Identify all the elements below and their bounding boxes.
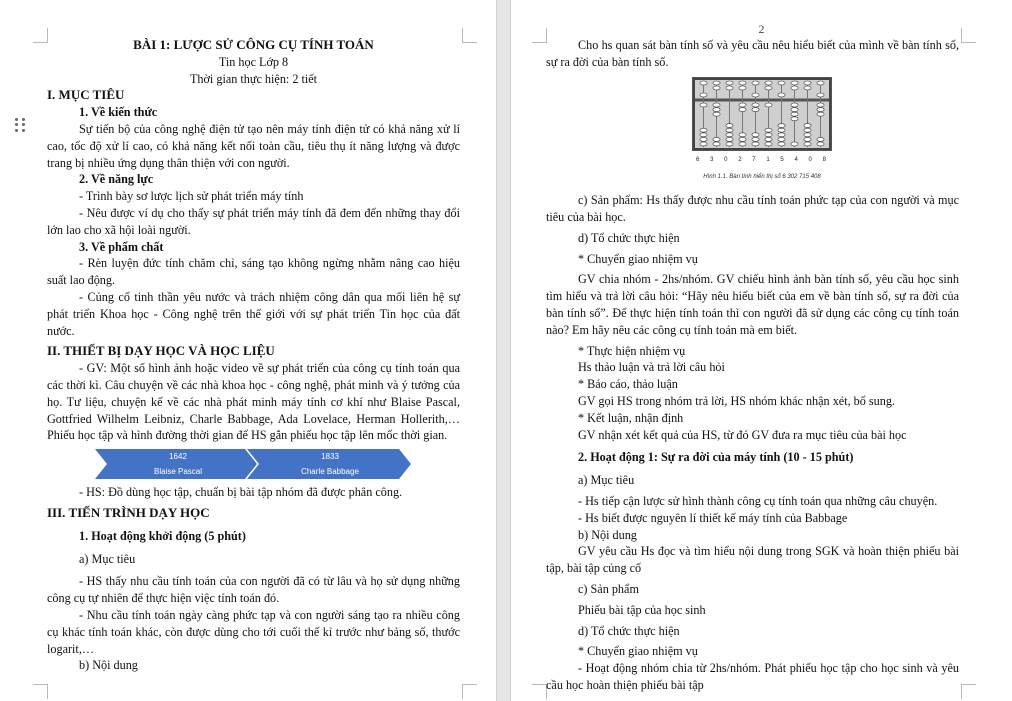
crop-mark (961, 684, 976, 699)
timeline-year: 1642 (169, 452, 187, 462)
abacus-bead (804, 81, 811, 85)
paragraph: * Chuyển giao nhiệm vụ (578, 251, 698, 266)
page-1-content[interactable] (47, 37, 460, 674)
abacus-bead (791, 103, 798, 107)
lesson-title: BÀI 1: LƯỢC SỬ CÔNG CỤ TÍNH TOÁN (133, 37, 374, 52)
abacus-bead (752, 137, 759, 141)
page-number: 2 (758, 22, 765, 36)
abacus-bead (765, 137, 772, 141)
paragraph: - Rèn luyện đức tính chăm chỉ, sáng tạo không ngừng nhằm nâng cao hiệu suất lao động. (47, 256, 460, 288)
paragraph: c) Sản phẩm: Hs thấy được nhu cầu tính toán phức tạp của con người và mục tiêu của bài học. (546, 193, 959, 224)
subsection-heading: 1. Hoạt động khởi động (5 phút) (79, 528, 246, 543)
abacus-bead (817, 93, 824, 97)
abacus-bead (778, 132, 785, 136)
page-1 (0, 0, 496, 701)
paragraph: GV nhận xét kết quả của HS, từ đó GV đưa ra mục tiêu của bài học (578, 427, 907, 442)
paragraph: - GV: Một số hình ảnh hoặc video về sự phát triển của công cụ tính toán qua các thời kì. Câu chuyện về các nhà khoa học - công nghệ, phát minh và ý tưởng của họ. Tư liệu, chuyện kể về các nhà phát minh máy tính cơ khí như Blaise Pascal, Gottfried Wilhelm Leibniz, Charle Babbage, Ada Lovelace, Herman Hollerith,… Phiếu học tập và hình đường thời gian để HS gắn phiếu học tập lên mốc thời gian. (47, 361, 460, 443)
section-heading: I. MỤC TIÊU (47, 87, 125, 103)
abacus-bead (791, 112, 798, 116)
abacus-bead (726, 132, 733, 136)
abacus-bead (778, 128, 785, 132)
abacus-bead (778, 123, 785, 127)
abacus-bead (791, 107, 798, 111)
abacus-bead (765, 103, 772, 107)
abacus-bead (700, 93, 707, 97)
crop-mark (33, 28, 48, 43)
abacus-bead (765, 132, 772, 136)
abacus-bead (726, 123, 733, 127)
abacus-bead (791, 86, 798, 90)
paragraph: - Hoạt động nhóm chia từ 2hs/nhóm. Phát phiếu học tập cho học sinh và yêu cầu học hoàn thiện phiếu bài tập (546, 661, 959, 692)
crop-mark (462, 28, 477, 43)
abacus-digit: 6 (696, 156, 700, 163)
abacus-bead (791, 116, 798, 120)
lesson-duration: Thời gian thực hiện: 2 tiết (189, 71, 318, 86)
paragraph: * Thực hiện nhiệm vụ (578, 343, 686, 358)
abacus-digit: 0 (808, 156, 812, 163)
abacus-digit: 3 (710, 156, 714, 163)
paragraph: c) Sản phẩm (578, 581, 639, 596)
crop-mark (532, 684, 547, 699)
abacus-bead (713, 86, 720, 90)
abacus-figure (692, 77, 832, 187)
paragraph: b) Nội dung (79, 658, 138, 673)
abacus-bead (817, 112, 824, 116)
abacus-bead (752, 81, 759, 85)
abacus-bead (713, 112, 720, 116)
subsection-heading: 2. Hoạt động 1: Sự ra đời của máy tính (10 - 15 phút) (578, 450, 854, 465)
abacus-bead (752, 103, 759, 107)
abacus-divider (695, 98, 829, 101)
abacus-bead (700, 132, 707, 136)
paragraph: - Hs tiếp cận lược sử hình thành công cụ tính toán qua những câu chuyện. (578, 493, 938, 508)
abacus-bead (700, 103, 707, 107)
abacus-drawing (693, 78, 831, 150)
abacus-bead (778, 81, 785, 85)
abacus-bead (713, 107, 720, 111)
timeline-name: Charle Babbage (301, 467, 359, 477)
abacus-digit: 8 (822, 156, 826, 163)
paragraph: GV chia nhóm - 2hs/nhóm. GV chiếu hình ảnh bàn tính số, yêu cầu học sinh tìm hiểu và trả lời câu hỏi: “Hãy nêu hiểu biết của em về bàn tính số, sự ra đời của bàn tính số”. Để thực hiện tính toán thì con người đã sử dụng các công cụ tính toán nào? Em hãy nêu các công cụ tính toán mà em biết. (546, 272, 959, 337)
abacus-digit: 7 (752, 156, 756, 163)
paragraph: - Nêu được ví dụ cho thấy sự phát triển máy tính đã đem đến những thay đổi lớn lao cho xã hội loài người. (47, 205, 460, 237)
timeline-year: 1833 (321, 452, 339, 462)
paragraph: a) Mục tiêu (578, 473, 635, 488)
abacus-bead (739, 81, 746, 85)
page-2 (511, 0, 1012, 701)
abacus-bead (804, 86, 811, 90)
abacus-bead (713, 81, 720, 85)
paragraph: Cho hs quan sát bàn tính số và yêu cầu nêu hiểu biết của mình về bàn tính số, sự ra đời của bàn tính số. (546, 38, 959, 69)
abacus-digit: 4 (794, 156, 798, 163)
abacus-bead (791, 81, 798, 85)
abacus-bead (752, 142, 759, 146)
paragraph: - HS: Đồ dùng học tập, chuẩn bị bài tập nhóm đã được phân công. (79, 485, 403, 500)
abacus-bead (739, 86, 746, 90)
timeline-graphic (95, 449, 413, 479)
abacus-bead (778, 93, 785, 97)
paragraph: - Hs biết được nguyên lí thiết kế máy tính của Babbage (578, 510, 848, 525)
paragraph: d) Tổ chức thực hiện (578, 623, 680, 638)
abacus-bead (739, 137, 746, 141)
abacus-bead (765, 142, 772, 146)
abacus-bead (700, 142, 707, 146)
paragraph: GV gọi HS trong nhóm trả lời, HS nhóm khác nhận xét, bổ sung. (578, 393, 895, 408)
paragraph: a) Mục tiêu (79, 551, 136, 566)
abacus-bead (752, 93, 759, 97)
timeline-name: Blaise Pascal (153, 467, 203, 477)
abacus-bead (817, 81, 824, 85)
abacus-bead (791, 142, 798, 146)
paragraph: * Kết luận, nhận định (578, 410, 684, 425)
abacus-digits (696, 152, 826, 169)
paragraph: Phiếu bài tập của học sinh (578, 602, 706, 617)
abacus-bead (713, 103, 720, 107)
abacus-bead (817, 107, 824, 111)
abacus-bead (752, 107, 759, 111)
paragraph: Hs thảo luận và trả lời câu hỏi (578, 360, 725, 375)
abacus-bead (804, 137, 811, 141)
paragraph: - HS thấy nhu cầu tính toán của con người đã có từ lâu và họ sử dụng những công cụ tự nhiên để thực hiện việc tính toán đó. (47, 574, 460, 606)
paragraph: - Trình bày sơ lược lịch sử phát triển máy tính (79, 189, 304, 204)
drag-handle-icon[interactable] (15, 118, 25, 132)
abacus-bead (713, 142, 720, 146)
abacus-digit: 5 (780, 156, 784, 163)
abacus-bead (726, 81, 733, 85)
subsection-heading: 1. Về kiến thức (79, 105, 158, 120)
abacus-bead (804, 128, 811, 132)
abacus-bead (700, 81, 707, 85)
abacus-bead (817, 142, 824, 146)
abacus-image (692, 77, 832, 151)
crop-mark (462, 684, 477, 699)
abacus-bead (739, 103, 746, 107)
abacus-digit: 1 (766, 156, 770, 163)
paragraph: d) Tổ chức thực hiện (578, 230, 680, 245)
abacus-bead (804, 123, 811, 127)
abacus-bead (739, 107, 746, 111)
paragraph: b) Nội dung (578, 527, 637, 542)
abacus-bead (752, 132, 759, 136)
paragraph: * Báo cáo, thảo luận (578, 377, 678, 392)
crop-mark (33, 684, 48, 699)
abacus-bead (765, 86, 772, 90)
abacus-bead (778, 142, 785, 146)
abacus-bead (804, 132, 811, 136)
abacus-bead (700, 137, 707, 141)
section-heading: II. THIẾT BỊ DẠY HỌC VÀ HỌC LIỆU (47, 343, 275, 359)
abacus-bead (726, 128, 733, 132)
timeline-item (103, 449, 253, 479)
abacus-digit: 2 (738, 156, 742, 163)
subsection-heading: 3. Về phẩm chất (79, 239, 164, 254)
lesson-subtitle: Tin học Lớp 8 (218, 54, 289, 69)
paragraph: - Nhu cầu tính toán ngày càng phức tạp và con người sáng tạo ra nhiều công cụ khác tính toán khác, còn được dùng cho tới cuối thế kỉ trước như bảng số, thước logarit,… (47, 607, 460, 656)
paragraph: GV yêu cầu Hs đọc và tìm hiểu nội dung trong SGK và hoàn thiện phiếu bài tập, bài tập củng cố (546, 544, 959, 576)
subsection-heading: 2. Về năng lực (79, 172, 154, 187)
abacus-digit: 0 (724, 156, 728, 163)
abacus-bead (817, 137, 824, 141)
abacus-bead (726, 137, 733, 141)
page-2-content[interactable] (546, 37, 959, 694)
paragraph: Sự tiến bộ của công nghệ điện tử tạo nên máy tính điện tử có khả năng xử lí cao, tốc độ xử lí cao, có khả năng kết nối toàn cầu, tiêu thụ ít năng lượng và được trang bị nhiều ứng dụng thân thiện với con người. (47, 121, 460, 170)
abacus-bead (778, 137, 785, 141)
page-gap (496, 0, 511, 701)
section-heading: III. TIẾN TRÌNH DẠY HỌC (47, 504, 210, 520)
abacus-bead (713, 137, 720, 141)
timeline-item (255, 449, 405, 479)
abacus-bead (804, 142, 811, 146)
abacus-bead (726, 86, 733, 90)
abacus-bead (765, 128, 772, 132)
abacus-bead (700, 128, 707, 132)
paragraph: * Chuyển giao nhiệm vụ (578, 644, 698, 659)
abacus-bead (739, 142, 746, 146)
figure-caption: Hình 1.1. Bàn tính hiển thị số 6 302 715 408 (703, 174, 821, 181)
paragraph: - Củng cố tinh thần yêu nước và trách nhiệm công dân qua mối liên hệ sự phát triển Khoa học - Công nghệ trên thế giới với sự phát triển Tin học của đất nước. (47, 289, 460, 338)
abacus-bead (739, 132, 746, 136)
abacus-bead (817, 103, 824, 107)
abacus-bead (726, 142, 733, 146)
abacus-bead (765, 81, 772, 85)
